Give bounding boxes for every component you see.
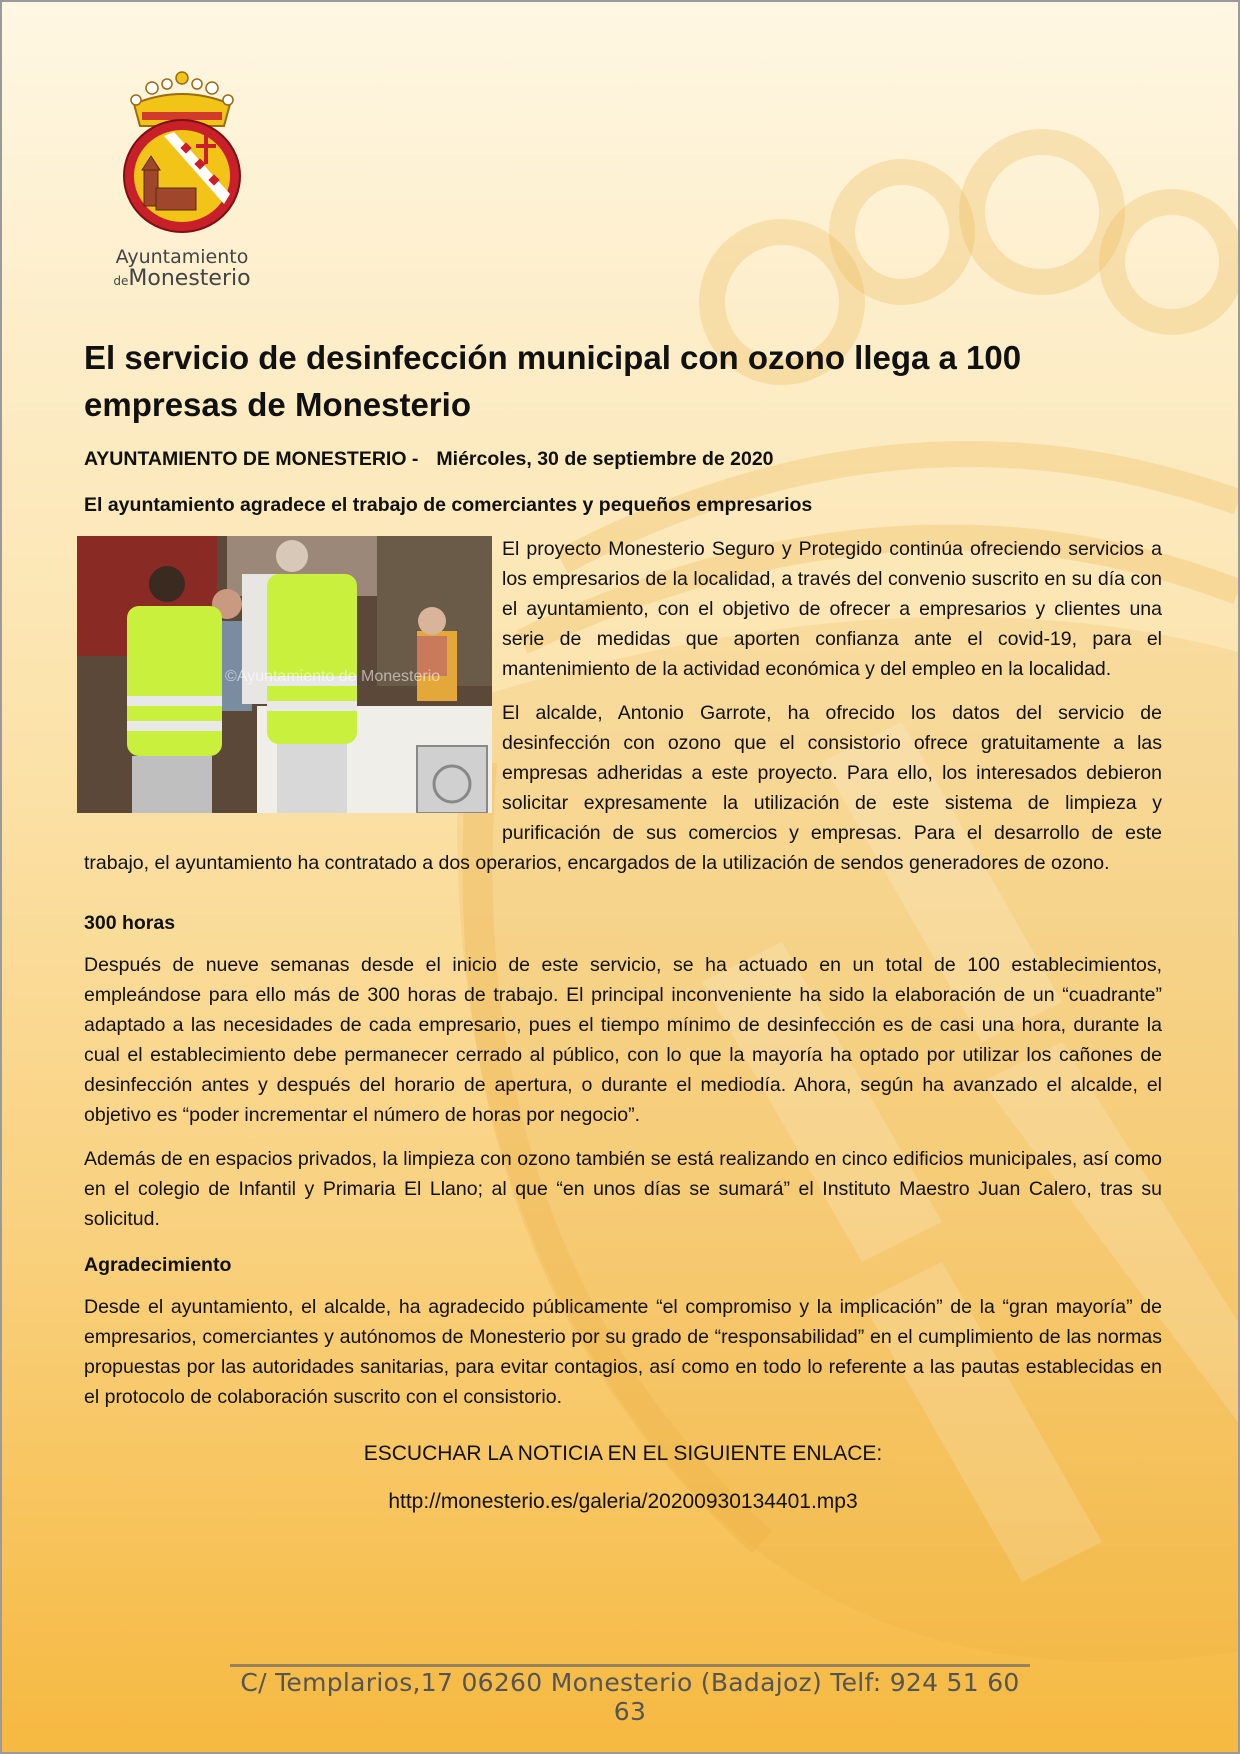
coat-of-arms-icon — [112, 64, 252, 244]
listen-label: ESCUCHAR LA NOTICIA EN EL SIGUIENTE ENLACE: — [363, 1442, 883, 1465]
section-heading-300-horas: 300 horas — [84, 912, 176, 934]
article-body — [84, 534, 1162, 1516]
logo-line-2-name: Monesterio — [128, 266, 251, 291]
article-source: AYUNTAMIENTO DE MONESTERIO - — [84, 448, 419, 470]
article-dateline — [84, 446, 1162, 472]
footer-address: C/ Templarios,17 06260 Monesterio (Badajoz) Telf: 924 51 60 63 — [240, 1668, 1020, 1726]
article-content — [84, 334, 1162, 1516]
audio-link[interactable]: http://monesterio.es/galeria/20200930134401.mp3 — [388, 1490, 858, 1513]
footer-divider — [230, 1664, 1030, 1667]
article-photo — [77, 536, 492, 813]
article-date: Miércoles, 30 de septiembre de 2020 — [436, 448, 774, 470]
section1-paragraph-2: Además de en espacios privados, la limpieza con ozono también se está realizando en cinco edificios municipales, así como en el colegio de Infantil y Primaria El Llano; al que “en unos días se sumará” el Instituto Maestro Juan Calero, tras su solicitud. — [84, 1148, 1162, 1230]
logo-line-2 — [97, 268, 267, 292]
section2-paragraph-1: Desde el ayuntamiento, el alcalde, ha agradecido públicamente “el compromiso y la implicación” de la “gran mayoría” de empresarios, comerciantes y autónomos de Monesterio por su grado de “responsabilidad” en el cumplimiento de las normas propuestas por las autoridades sanitarias, para evitar contagios, así como en todo lo referente a las pautas establecidas en el protocolo de colaboración suscrito con el consistorio. — [84, 1296, 1162, 1408]
photo-watermark-text: ©Ayuntamiento de Monesterio — [225, 668, 441, 685]
logo-line-1: Ayuntamiento — [115, 246, 249, 268]
section-heading-agradecimiento: Agradecimiento — [84, 1254, 232, 1276]
workers-disinfection-photo-icon — [77, 536, 492, 813]
intro-paragraph-1: El proyecto Monesterio Seguro y Protegido continúa ofreciendo servicios a los empresarios de la localidad, a través del convenio suscrito en su día con el ayuntamiento, con el objetivo de ofrecer a empresarios y clientes una serie de medidas que aporten confianza ante el covid-19, para el mantenimiento de la actividad económica y del empleo en la localidad. — [502, 538, 1162, 680]
municipal-logo — [97, 64, 267, 292]
logo-line-2-prefix: de — [113, 274, 129, 288]
article-subtitle: El ayuntamiento agradece el trabajo de comerciantes y pequeños empresarios — [84, 494, 813, 516]
article-title: El servicio de desinfección municipal con ozono llega a 100 empresas de Monesterio — [84, 339, 1022, 423]
intro-paragraph-2: El alcalde, Antonio Garrote, ha ofrecido los datos del servicio de desinfección con ozono que el consistorio ofrece gratuitamente a las empresas adheridas a este proyecto. Para ello, los interesados debieron solicitar expresamente la utilización de este sistema de limpieza y purificación de sus comercios y empresas. Para el desarrollo de este trabajo, el ayuntamiento ha contratado a dos operarios, encargados de la utilización de sendos generadores de ozono. — [84, 702, 1162, 874]
section1-paragraph-1: Después de nueve semanas desde el inicio de este servicio, se ha actuado en un total de 100 establecimientos, empleándose para ello más de 300 horas de trabajo. El principal inconveniente ha sido la elaboración de un “cuadrante” adaptado a las necesidades de cada empresario, pues el tiempo mínimo de desinfección es de casi una hora, durante la cual el establecimiento debe permanecer cerrado al público, con lo que la mayoría ha optado por utilizar los cañones de desinfección antes y después del horario de apertura, o durante el mediodía. Ahora, según ha avanzado el alcalde, el objetivo es “poder incrementar el número de horas por negocio”. — [84, 954, 1162, 1126]
